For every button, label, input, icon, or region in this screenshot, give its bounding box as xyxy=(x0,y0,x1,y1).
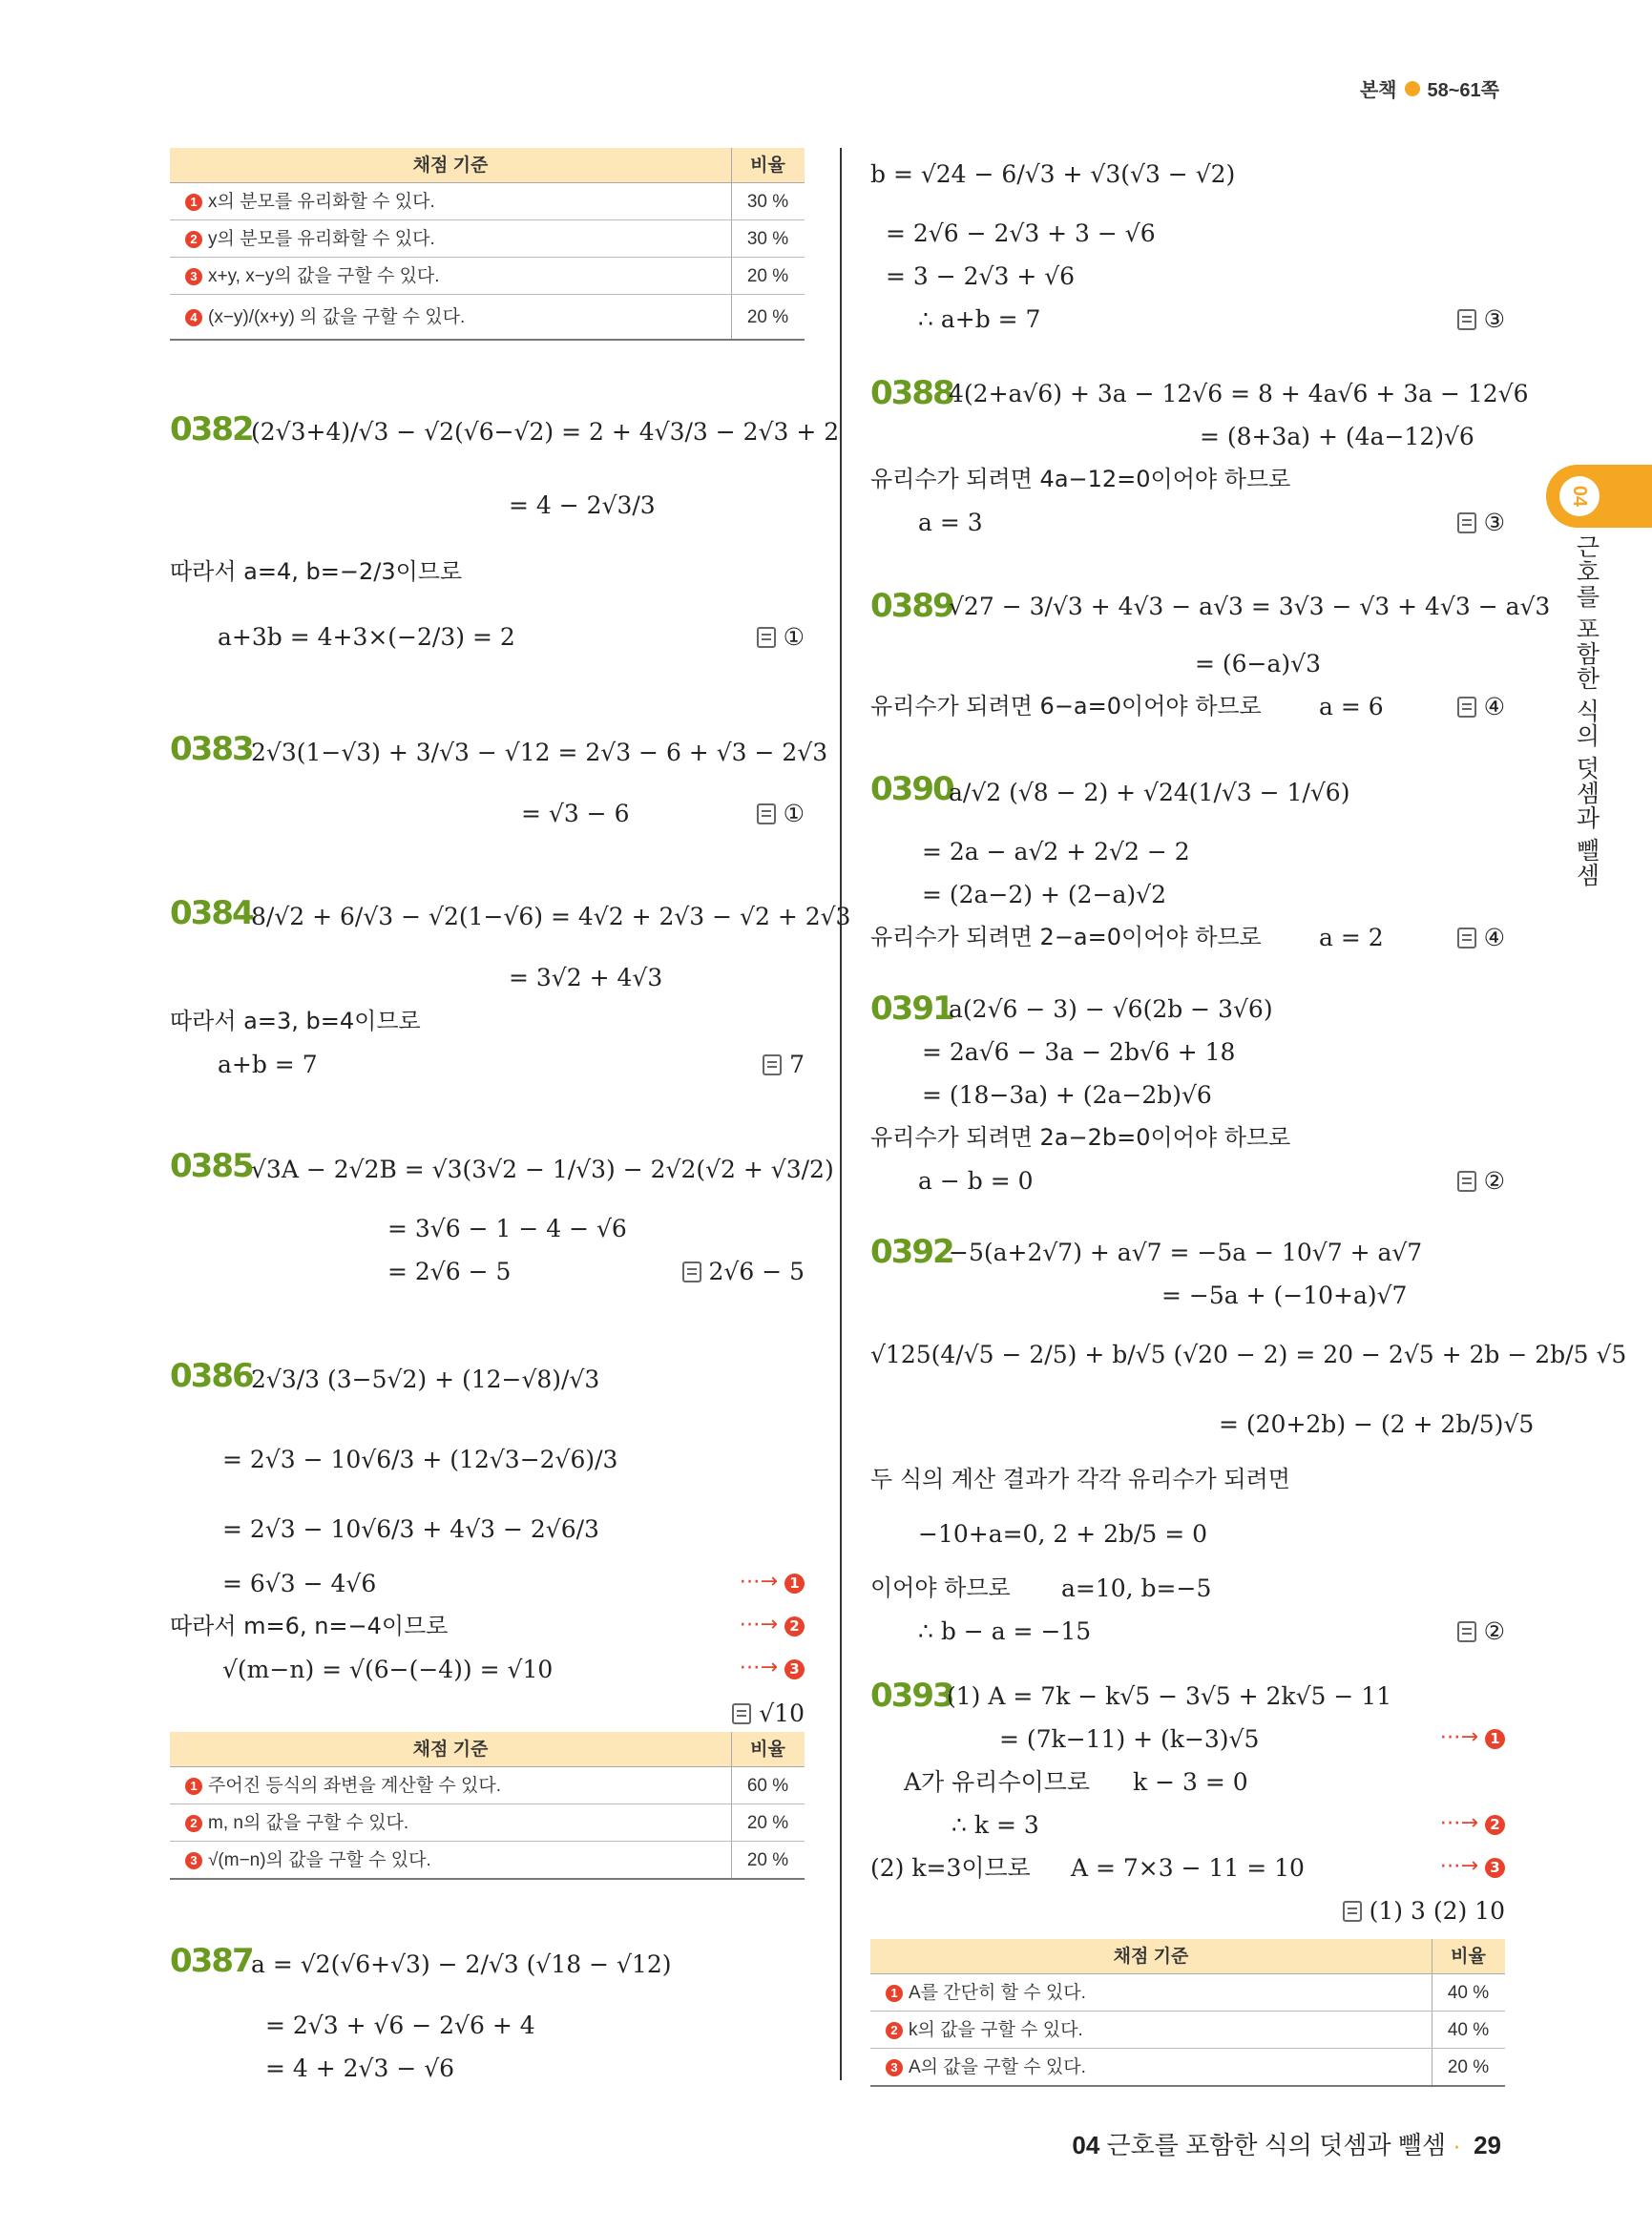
solution-line: a = 2 xyxy=(1319,924,1384,951)
table-row: 3 A의 값을 구할 수 있다. 20 % xyxy=(870,2049,1505,2087)
table-row: 1 x의 분모를 유리화할 수 있다. 30 % xyxy=(170,183,805,220)
answer-icon xyxy=(1457,309,1476,330)
problem-number: 0385 xyxy=(170,1147,253,1185)
chapter-tab-number: 04 xyxy=(1559,476,1600,516)
solution-line: 따라서 a=4, b=−2/3이므로 xyxy=(170,558,463,585)
problem-number: 0390 xyxy=(870,770,953,808)
step-marker: ⋯→ 1 xyxy=(740,1572,805,1594)
table-row: 1 주어진 등식의 좌변을 계산할 수 있다. 60 % xyxy=(170,1767,805,1804)
table-row: 3 √(m−n)의 값을 구할 수 있다. 20 % xyxy=(170,1842,805,1880)
scoring-table-2 xyxy=(170,1732,805,1880)
problem-number: 0382 xyxy=(170,410,253,448)
solution-line: 4(2+a√6) + 3a − 12√6 = 8 + 4a√6 + 3a − 12√6 xyxy=(949,380,1529,407)
solution-line: 이어야 하므로 xyxy=(870,1574,1011,1601)
solution-line: ∴ k = 3 xyxy=(951,1811,1039,1839)
answer: ② xyxy=(1457,1169,1505,1193)
solution-line: = 3√6 − 1 − 4 − √6 xyxy=(387,1215,627,1242)
solution-line: = (7k−11) + (k−3)√5 xyxy=(999,1725,1260,1753)
solution-line: (1) A = 7k − k√5 − 3√5 + 2k√5 − 11 xyxy=(947,1682,1392,1710)
solution-line: = −5a + (−10+a)√7 xyxy=(1161,1282,1408,1309)
footer-chapter: 04 xyxy=(1072,2131,1100,2159)
solution-line: a=10, b=−5 xyxy=(1061,1574,1212,1602)
solution-line: = 2√6 − 2√3 + 3 − √6 xyxy=(886,219,1156,247)
answer-icon xyxy=(1457,512,1476,533)
solution-line: A = 7×3 − 11 = 10 xyxy=(1071,1854,1305,1882)
answer-icon xyxy=(763,1054,782,1075)
problem-number: 0387 xyxy=(170,1942,253,1980)
problem-number: 0386 xyxy=(170,1357,253,1395)
solution-line: b = √24 − 6/√3 + √3(√3 − √2) xyxy=(870,160,1236,188)
step-marker: ⋯→ 1 xyxy=(1440,1727,1505,1749)
solution-line: 유리수가 되려면 2−a=0이어야 하므로 xyxy=(870,924,1262,950)
solution-line: = 3√2 + 4√3 xyxy=(509,964,663,991)
solution-line: a+b = 7 xyxy=(218,1051,318,1078)
solution-line: = √3 − 6 xyxy=(521,800,630,827)
book-label: 본책 xyxy=(1359,80,1397,101)
answer-icon xyxy=(1457,1171,1476,1192)
page-footer: 04 근호를 포함한 식의 덧셈과 뺄셈 · 29 xyxy=(1072,2131,1501,2159)
page-range: 58~61쪽 xyxy=(1427,80,1499,101)
problem-number: 0392 xyxy=(870,1233,953,1271)
table-row: 4 (x−y)/(x+y) 의 값을 구할 수 있다. 20 % xyxy=(170,295,805,341)
solution-line: 따라서 a=3, b=4이므로 xyxy=(170,1008,421,1034)
answer: 7 xyxy=(763,1053,805,1076)
problem-number: 0383 xyxy=(170,730,253,768)
table-header-criteria: 채점 기준 xyxy=(170,1732,732,1767)
solution-line: = (18−3a) + (2a−2b)√6 xyxy=(922,1081,1212,1109)
table-row: 2 k의 값을 구할 수 있다. 40 % xyxy=(870,2012,1505,2049)
bullet-icon xyxy=(1405,81,1420,96)
answer: √10 xyxy=(732,1701,805,1725)
solution-line: = 4 + 2√3 − √6 xyxy=(265,2054,455,2082)
answer: ④ xyxy=(1457,926,1505,949)
solution-line: A가 유리수이므로 xyxy=(904,1768,1091,1796)
solution-line: 따라서 m=6, n=−4이므로 xyxy=(170,1613,449,1639)
answer: 2√6 − 5 xyxy=(682,1260,805,1283)
answer-icon xyxy=(1343,1901,1362,1922)
page-number: 29 xyxy=(1474,2131,1501,2159)
step-marker: ⋯→ 2 xyxy=(740,1615,805,1637)
table-row: 2 m, n의 값을 구할 수 있다. 20 % xyxy=(170,1804,805,1842)
chapter-tab xyxy=(1546,465,1652,528)
solution-line: (2√3+4)/√3 − √2(√6−√2) = 2 + 4√3/3 − 2√3 + 2 xyxy=(251,418,840,446)
solution-line: 2√3(1−√3) + 3/√3 − √12 = 2√3 − 6 + √3 − 2√3 xyxy=(251,739,828,766)
solution-line: a − b = 0 xyxy=(918,1167,1034,1195)
solution-line: −5(a+2√7) + a√7 = −5a − 10√7 + a√7 xyxy=(949,1239,1423,1266)
answer: ④ xyxy=(1457,695,1505,719)
answer: ③ xyxy=(1457,307,1505,331)
solution-line: a = 3 xyxy=(918,509,983,536)
solution-line: = 2√3 + √6 − 2√6 + 4 xyxy=(265,2012,535,2039)
solution-line: = 2√3 − 10√6/3 + (12√3−2√6)/3 xyxy=(222,1446,618,1473)
solution-line: = (8+3a) + (4a−12)√6 xyxy=(1200,423,1474,450)
answer-icon xyxy=(1457,697,1476,718)
answer-icon xyxy=(732,1703,751,1724)
answer-icon xyxy=(682,1261,701,1282)
solution-line: ∴ b − a = −15 xyxy=(918,1617,1092,1645)
solution-line: √3A − 2√2B = √3(3√2 − 1/√3) − 2√2(√2 + √3/2) xyxy=(251,1156,834,1183)
solution-line: (2) k=3이므로 xyxy=(870,1854,1031,1882)
solution-line: 유리수가 되려면 4a−12=0이어야 하므로 xyxy=(870,466,1291,492)
scoring-table-3 xyxy=(870,1939,1505,2087)
solution-line: k − 3 = 0 xyxy=(1133,1768,1248,1796)
solution-line: ∴ a+b = 7 xyxy=(918,305,1041,333)
step-marker: ⋯→ 3 xyxy=(1440,1856,1505,1878)
answer: (1) 3 (2) 10 xyxy=(1343,1899,1505,1923)
footer-title: 근호를 포함한 식의 덧셈과 뺄셈 xyxy=(1106,2131,1446,2159)
table-header-criteria: 채점 기준 xyxy=(170,148,732,183)
answer: ③ xyxy=(1457,511,1505,534)
page-reference xyxy=(1360,74,1499,102)
answer-icon xyxy=(757,803,776,824)
table-header-ratio: 비율 xyxy=(732,1732,805,1767)
scoring-table-1 xyxy=(170,148,805,341)
step-marker: ⋯→ 3 xyxy=(740,1658,805,1679)
solution-line: √(m−n) = √(6−(−4)) = √10 xyxy=(222,1656,554,1683)
solution-line: −10+a=0, 2 + 2b/5 = 0 xyxy=(918,1520,1208,1548)
answer: ① xyxy=(757,802,805,825)
solution-line: = 4 − 2√3/3 xyxy=(509,491,656,519)
table-header-ratio: 비율 xyxy=(1432,1939,1506,1974)
solution-line: √125(4/√5 − 2/5) + b/√5 (√20 − 2) = 20 − 2√5 + 2b − 2b/5 √5 xyxy=(870,1341,1627,1368)
problem-number: 0391 xyxy=(870,990,953,1028)
problem-number: 0384 xyxy=(170,894,253,932)
table-header-ratio: 비율 xyxy=(732,148,805,183)
problem-number: 0389 xyxy=(870,587,953,625)
solution-line: a/√2 (√8 − 2) + √24(1/√3 − 1/√6) xyxy=(949,779,1350,806)
solution-line: √27 − 3/√3 + 4√3 − a√3 = 3√3 − √3 + 4√3 − a√3 xyxy=(949,593,1551,620)
solution-line: = 2√3 − 10√6/3 + 4√3 − 2√6/3 xyxy=(222,1515,599,1543)
answer: ① xyxy=(757,625,805,649)
solution-line: 유리수가 되려면 6−a=0이어야 하므로 xyxy=(870,693,1262,719)
table-row: 3 x+y, x−y의 값을 구할 수 있다. 20 % xyxy=(170,258,805,295)
solution-line: = 2√6 − 5 xyxy=(387,1258,512,1285)
solution-line: 두 식의 계산 결과가 각각 유리수가 되려면 xyxy=(870,1466,1290,1492)
table-row: 1 A를 간단히 할 수 있다. 40 % xyxy=(870,1974,1505,2012)
solution-line: = (20+2b) − (2 + 2b/5)√5 xyxy=(1219,1410,1535,1438)
solution-line: = (6−a)√3 xyxy=(1195,650,1321,678)
answer: ② xyxy=(1457,1619,1505,1643)
solution-line: a = √2(√6+√3) − 2/√3 (√18 − √12) xyxy=(251,1950,672,1978)
solution-line: a+3b = 4+3×(−2/3) = 2 xyxy=(218,623,515,651)
solution-line: = 6√3 − 4√6 xyxy=(222,1570,377,1597)
answer-icon xyxy=(1457,1621,1476,1642)
answer-icon xyxy=(757,627,776,648)
chapter-tab-title: 근호를 포함한 식의 덧셈과 뺄셈 xyxy=(1573,534,1600,887)
answer-icon xyxy=(1457,928,1476,949)
problem-number: 0393 xyxy=(870,1677,953,1715)
solution-line: 유리수가 되려면 2a−2b=0이어야 하므로 xyxy=(870,1124,1291,1151)
solution-line: = 2a√6 − 3a − 2b√6 + 18 xyxy=(922,1038,1236,1066)
table-header-criteria: 채점 기준 xyxy=(870,1939,1432,1974)
column-divider xyxy=(840,148,842,2080)
solution-line: 2√3/3 (3−5√2) + (12−√8)/√3 xyxy=(251,1366,600,1393)
solution-line: a(2√6 − 3) − √6(2b − 3√6) xyxy=(949,995,1273,1023)
solution-line: a = 6 xyxy=(1319,693,1384,720)
step-marker: ⋯→ 2 xyxy=(1440,1813,1505,1835)
problem-0382 xyxy=(170,406,840,654)
table-row: 2 y의 분모를 유리화할 수 있다. 30 % xyxy=(170,220,805,258)
problem-number: 0388 xyxy=(870,374,953,412)
solution-line: = (2a−2) + (2−a)√2 xyxy=(922,881,1167,908)
solution-line: = 3 − 2√3 + √6 xyxy=(886,262,1076,290)
solution-line: 8/√2 + 6/√3 − √2(1−√6) = 4√2 + 2√3 − √2 + 2√3 xyxy=(251,903,851,930)
solution-line: = 2a − a√2 + 2√2 − 2 xyxy=(922,838,1190,865)
